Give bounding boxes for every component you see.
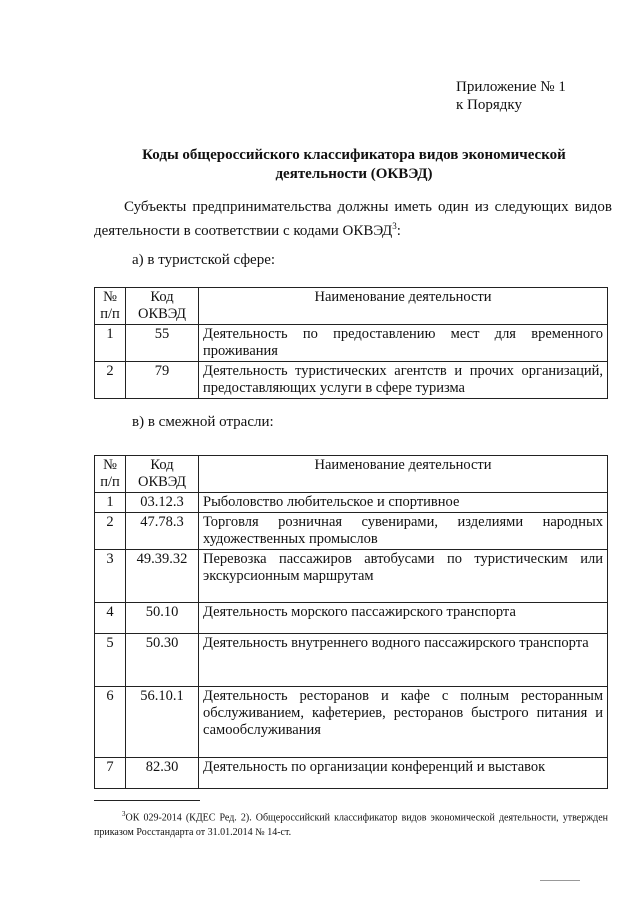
footnote-divider <box>94 800 200 801</box>
row-number: 1 <box>95 493 126 513</box>
header-activity-name: Наименование деятельности <box>199 456 608 493</box>
table-body <box>95 493 608 789</box>
intro-paragraph <box>94 198 612 241</box>
table-row <box>95 513 608 550</box>
section-a-label: а) в туристской сфере: <box>132 252 276 268</box>
row-okved-code: 49.39.32 <box>126 550 199 603</box>
page-edge-mark <box>540 880 580 881</box>
header-number-line1: № <box>103 289 117 305</box>
header-code-line2: ОКВЭД <box>137 474 187 490</box>
table-row <box>95 603 608 634</box>
header-activity-name: Наименование деятельности <box>199 288 608 325</box>
row-activity-name: Перевозка пассажиров автобусами по туристическим или экскурсионным маршрутам <box>199 550 608 603</box>
header-number <box>95 288 126 325</box>
row-number: 3 <box>95 550 126 603</box>
row-activity-name: Рыболовство любительское и спортивное <box>199 493 608 513</box>
header-code-line2: ОКВЭД <box>137 306 187 322</box>
row-number: 4 <box>95 603 126 634</box>
row-number: 7 <box>95 758 126 789</box>
row-okved-code: 47.78.3 <box>126 513 199 550</box>
annex-reference: к Порядку <box>456 97 522 113</box>
row-number: 1 <box>95 325 126 362</box>
header-number-line2: п/п <box>100 306 120 322</box>
header-number-line2: п/п <box>100 474 120 490</box>
row-okved-code: 55 <box>126 325 199 362</box>
row-activity-name: Деятельность по предоставлению мест для временного проживания <box>199 325 608 362</box>
row-activity-name: Деятельность туристических агентств и прочих организаций, предоставляющих услуги в сфере туризма <box>199 362 608 399</box>
header-number-line1: № <box>103 457 117 473</box>
table-header-row <box>95 456 608 493</box>
row-okved-code: 79 <box>126 362 199 399</box>
table-row <box>95 634 608 687</box>
footnote-marker: 3 <box>122 810 126 818</box>
related-activities-table <box>94 455 608 789</box>
table-row <box>95 493 608 513</box>
row-okved-code: 03.12.3 <box>126 493 199 513</box>
section-b-label: в) в смежной отрасли: <box>132 414 274 430</box>
table-row <box>95 687 608 758</box>
row-activity-name: Деятельность внутреннего водного пассажирского транспорта <box>199 634 608 687</box>
row-okved-code: 50.10 <box>126 603 199 634</box>
document-title <box>96 146 612 184</box>
header-code <box>126 288 199 325</box>
table-row <box>95 550 608 603</box>
header-code-line1: Код <box>150 289 174 305</box>
header-code-line1: Код <box>150 457 174 473</box>
annex-header <box>456 78 566 114</box>
table-body <box>95 325 608 399</box>
table-header-row <box>95 288 608 325</box>
footnote-reference: 3 <box>392 221 397 231</box>
intro-suffix: : <box>396 223 401 239</box>
row-number: 2 <box>95 513 126 550</box>
row-number: 5 <box>95 634 126 687</box>
header-code <box>126 456 199 493</box>
intro-text: Субъекты предпринимательства должны иметь один из следующих видов деятельности в соответствии с кодами ОКВЭД <box>94 199 612 239</box>
annex-number: Приложение № 1 <box>456 79 566 95</box>
footnote-text: ОК 029-2014 (КДЕС Ред. 2). Общероссийский классификатор видов экономической деятельности, утвержден приказом Росстандарта от 31.01.2014 № 14-ст. <box>94 812 608 839</box>
table-row <box>95 362 608 399</box>
row-activity-name: Деятельность ресторанов и кафе с полным ресторанным обслуживанием, кафетериев, ресторанов быстрого питания и самообслуживания <box>199 687 608 758</box>
table-row <box>95 325 608 362</box>
row-okved-code: 50.30 <box>126 634 199 687</box>
footnote <box>94 807 608 840</box>
table-row <box>95 758 608 789</box>
row-okved-code: 56.10.1 <box>126 687 199 758</box>
row-okved-code: 82.30 <box>126 758 199 789</box>
tourism-activities-table <box>94 287 608 399</box>
row-number: 2 <box>95 362 126 399</box>
header-number <box>95 456 126 493</box>
title-line-2: деятельности (ОКВЭД) <box>275 166 433 182</box>
row-activity-name: Торговля розничная сувенирами, изделиями народных художественных промыслов <box>199 513 608 550</box>
row-number: 6 <box>95 687 126 758</box>
row-activity-name: Деятельность морского пассажирского транспорта <box>199 603 608 634</box>
title-line-1: Коды общероссийского классификатора видов экономической <box>142 147 566 163</box>
row-activity-name: Деятельность по организации конференций и выставок <box>199 758 608 789</box>
